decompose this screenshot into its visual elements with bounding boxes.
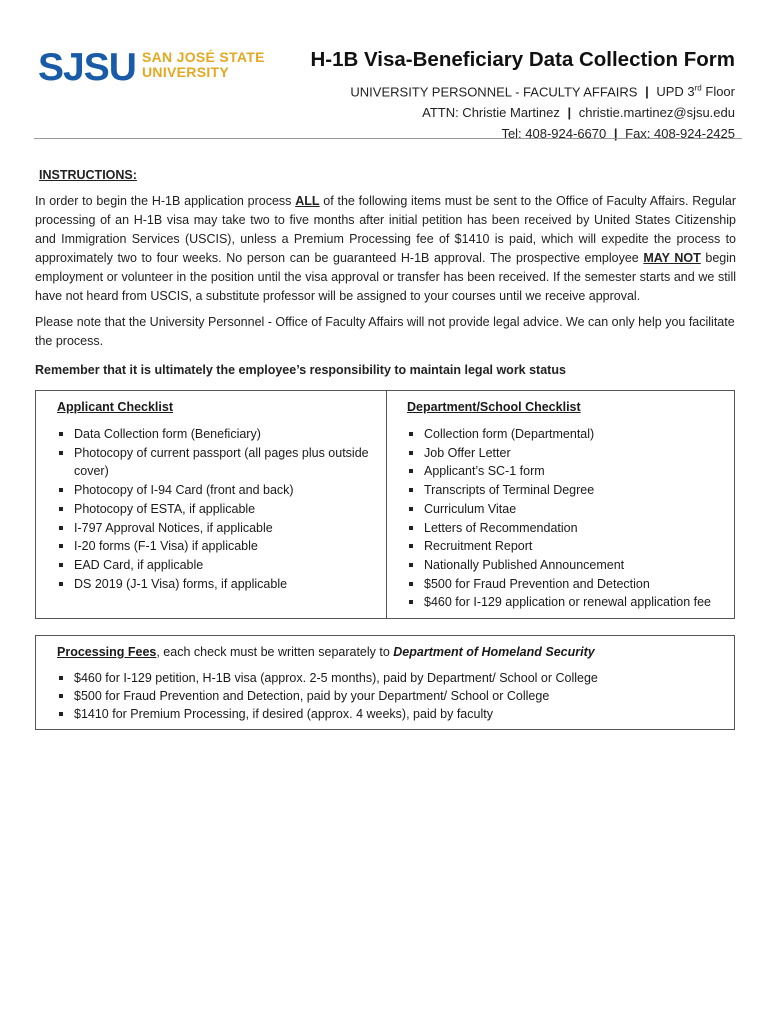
list-item: I-20 forms (F-1 Visa) if applicable: [58, 537, 378, 556]
separator: |: [613, 126, 618, 142]
checklist-table: [35, 390, 735, 619]
applicant-checklist-heading: Applicant Checklist: [57, 400, 173, 414]
list-item: Transcripts of Terminal Degree: [408, 481, 728, 500]
department-checklist: [386, 391, 734, 618]
instructions-paragraph-1: [35, 192, 736, 306]
logo-line-2: UNIVERSITY: [142, 64, 230, 80]
list-item: $460 for I-129 application or renewal application fee: [408, 593, 728, 612]
logo-mark: SJSU: [38, 46, 136, 89]
list-item: Photocopy of ESTA, if applicable: [58, 500, 378, 519]
applicant-checklist-items: [58, 425, 378, 593]
fees-heading-label: Processing Fees: [57, 645, 157, 659]
contact-email[interactable]: christie.martinez@sjsu.edu: [578, 105, 735, 121]
separator: |: [645, 84, 649, 100]
list-item: EAD Card, if applicable: [58, 556, 378, 575]
fees-list: [58, 669, 698, 723]
header-contact-line: [310, 102, 735, 123]
list-item: Data Collection form (Beneficiary): [58, 425, 378, 444]
list-item: I-797 Approval Notices, if applicable: [58, 519, 378, 538]
list-item: Photocopy of I-94 Card (front and back): [58, 481, 378, 500]
instructions-heading: INSTRUCTIONS:: [39, 168, 137, 182]
fees-payee: Department of Homeland Security: [393, 645, 595, 659]
header-divider: [34, 138, 742, 139]
header-phone-line: [310, 123, 735, 144]
list-item: Recruitment Report: [408, 537, 728, 556]
p1-text-b: of the following items must be sent to the Office of Faculty Affairs. Regular processing of an H-1B visa may take two to five months after initial petition has been received by United States Citizenship and Immigration Services (USCIS), unless a Premium Processing fee of $1410 is paid, which will expedite the process to approximately two to four weeks. No person can be guaranteed H-1B approval. The prospective employee: [35, 194, 736, 265]
sjsu-logo: [38, 48, 270, 96]
department-checklist-heading: Department/School Checklist: [407, 400, 581, 414]
location-sup: rd: [694, 84, 702, 93]
form-header: [310, 48, 735, 144]
location-floor: Floor: [701, 84, 735, 100]
list-item: Job Offer Letter: [408, 444, 728, 463]
page-title: H-1B Visa-Beneficiary Data Collection Form: [310, 48, 735, 71]
header-dept-line: [310, 78, 735, 102]
dept-name: UNIVERSITY PERSONNEL - FACULTY AFFAIRS: [350, 84, 638, 100]
list-item: $500 for Fraud Prevention and Detection, paid by your Department/ School or College: [58, 687, 698, 705]
instructions-paragraph-2: Please note that the University Personnel - Office of Faculty Affairs will not provide legal advice. We can only help you facilitate the process.: [35, 315, 735, 348]
logo-wordmark: [142, 50, 265, 80]
applicant-checklist: [36, 391, 387, 618]
list-item: Letters of Recommendation: [408, 519, 728, 538]
phone-number: Tel: 408-924-6670: [501, 126, 607, 142]
list-item: Photocopy of current passport (all pages plus outside cover): [58, 444, 378, 481]
list-item: $500 for Fraud Prevention and Detection: [408, 575, 728, 594]
processing-fees-box: [35, 635, 735, 730]
office-location: [656, 84, 735, 99]
location-text: UPD 3: [656, 84, 695, 100]
p1-may-not-emphasis: MAY NOT: [643, 251, 701, 265]
fax-number: Fax: 408-924-2425: [625, 126, 735, 142]
fees-heading: [57, 645, 595, 659]
fees-heading-text: , each check must be written separately to: [156, 645, 394, 659]
logo-line-1: SAN JOSÉ STATE: [142, 49, 265, 65]
responsibility-notice: Remember that it is ultimately the employee’s responsibility to maintain legal work status: [35, 363, 566, 377]
separator: |: [567, 105, 572, 121]
department-checklist-items: [408, 425, 728, 612]
list-item: $460 for I-129 petition, H-1B visa (approx. 2-5 months), paid by Department/ School or College: [58, 669, 698, 687]
list-item: $1410 for Premium Processing, if desired (approx. 4 weeks), paid by faculty: [58, 705, 698, 723]
list-item: Curriculum Vitae: [408, 500, 728, 519]
list-item: Applicant’s SC-1 form: [408, 462, 728, 481]
p1-text-a: In order to begin the H-1B application process: [35, 194, 296, 208]
p1-all-emphasis: ALL: [295, 194, 320, 208]
attn-name: ATTN: Christie Martinez: [422, 105, 560, 121]
p1-text-c: begin employment or volunteer in the position until the visa approval or transfer has been received. If the semester starts and we still have not heard from USCIS, a substitute professor will be assigned to your courses until we receive approval.: [35, 251, 736, 303]
list-item: Collection form (Departmental): [408, 425, 728, 444]
list-item: Nationally Published Announcement: [408, 556, 728, 575]
list-item: DS 2019 (J-1 Visa) forms, if applicable: [58, 575, 378, 594]
